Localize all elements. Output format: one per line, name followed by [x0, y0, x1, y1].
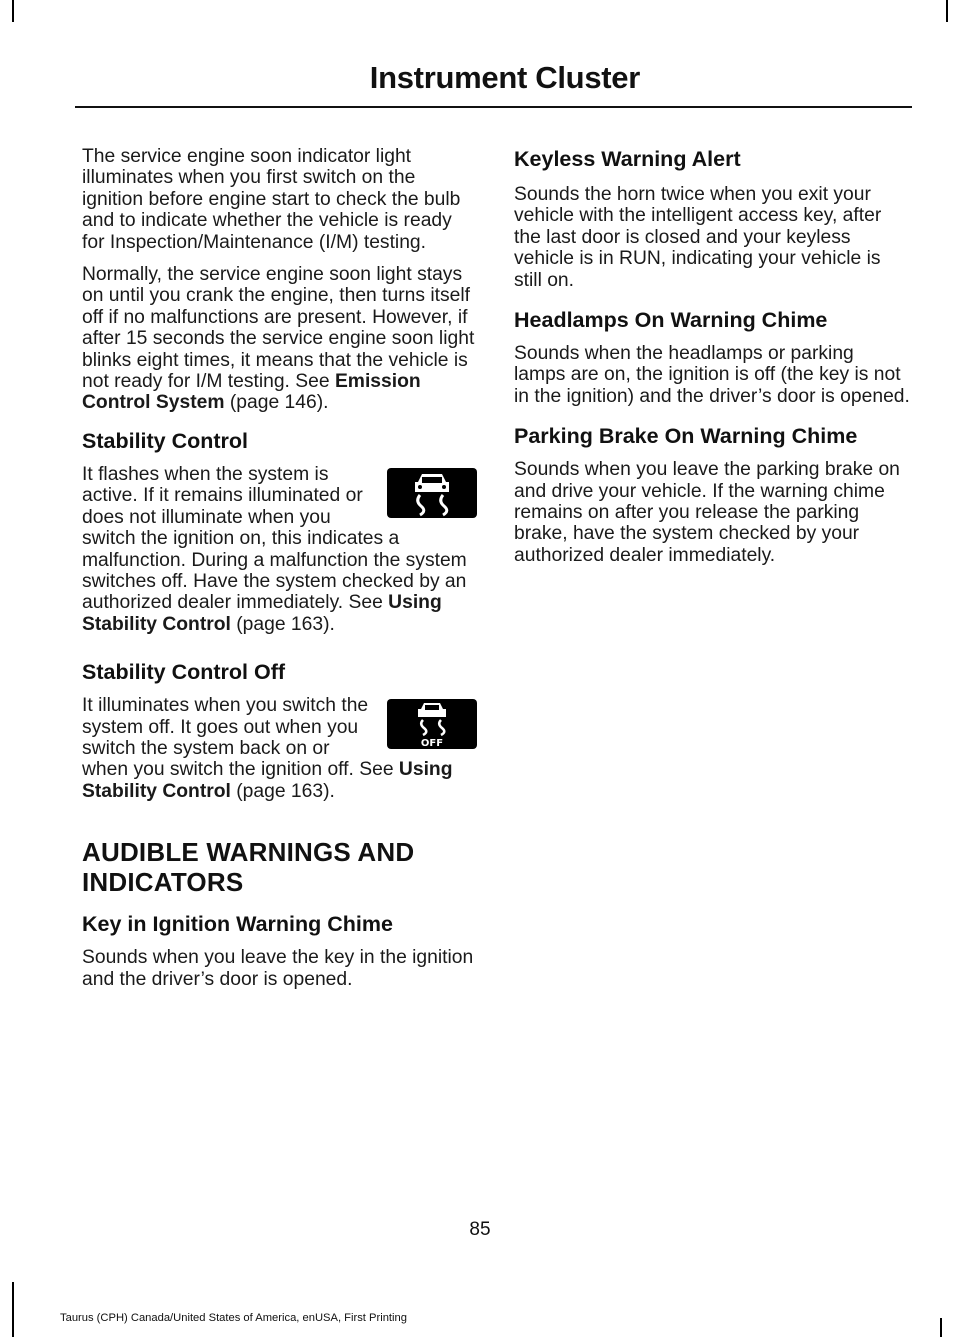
keyless-warning-heading: Keyless Warning Alert	[514, 147, 741, 171]
skidding-car-off-icon	[387, 699, 477, 749]
left-column	[82, 146, 477, 1001]
crop-mark-top-right	[946, 0, 948, 22]
page-title: Instrument Cluster	[369, 60, 640, 95]
emission-control-link[interactable]: Emission Control System	[82, 371, 421, 414]
audible-warnings-section-heading: AUDIBLE WARNINGS AND INDICATORS	[82, 837, 415, 898]
paragraph-text: Normally, the service engine soon light stays on until you crank the engine, then turns itself off if no malfunctions are present. However, if after 15 seconds the service engine soon light blinks eight times, it means that the vehicle is not ready for I/M testing. See	[82, 264, 475, 393]
paragraph-text: It flashes when the system is active. If it remains illuminated or does not illuminate when you switch the ignition on, this indicates a malfunction. During a malfunction the system switches off. Have the system checked by an authorized dealer immediately. See	[82, 463, 467, 614]
crop-mark-top-left	[12, 0, 14, 22]
crop-mark-bottom-right	[940, 1318, 942, 1337]
edition-footer: Taurus (CPH) Canada/United States of America, enUSA, First Printing	[60, 1312, 407, 1324]
parking-brake-warning-paragraph: Sounds when you leave the parking brake on and drive your vehicle. If the warning chime remains on after you release the parking brake, have the system checked by your authorized dealer immediately.	[514, 459, 900, 566]
crop-mark-bottom-left	[12, 1282, 14, 1337]
key-in-ignition-paragraph: Sounds when you leave the key in the ignition and the driver’s door is opened.	[82, 947, 474, 990]
headlamps-warning-paragraph: Sounds when the headlamps or parking lamps are on, the ignition is off (the key is not in the ignition) and the driver’s door is opened.	[514, 343, 910, 407]
skidding-car-icon	[387, 468, 477, 518]
headlamps-warning-heading: Headlamps On Warning Chime	[514, 308, 828, 333]
page-reference: (page 163).	[236, 780, 335, 802]
paragraph-text: It illuminates when you switch the system off. It goes out when you switch the system back on or when you switch the ignition off. See	[82, 695, 394, 781]
stability-control-off-indicator	[387, 699, 477, 749]
page-reference: (page 146).	[229, 392, 329, 414]
service-engine-paragraph-1: The service engine soon indicator light illuminates when you first switch on the ignition before engine start to check the bulb and to indicate whether the vehicle is ready for Inspection/Maintenance (I/M) testing.	[82, 146, 461, 253]
page-number: 85	[469, 1219, 491, 1240]
off-label: OFF	[420, 738, 444, 750]
header-divider	[75, 106, 912, 108]
stability-control-block	[82, 464, 477, 635]
stability-control-off-block	[82, 695, 477, 802]
using-stability-control-link[interactable]: Using Stability Control	[82, 592, 442, 635]
parking-brake-warning-heading: Parking Brake On Warning Chime	[514, 424, 858, 449]
service-engine-paragraph-2	[82, 264, 477, 414]
stability-control-off-heading: Stability Control Off	[82, 660, 286, 685]
stability-control-indicator	[387, 468, 477, 518]
using-stability-control-link[interactable]: Using Stability Control	[82, 759, 453, 802]
right-column	[514, 146, 910, 577]
key-in-ignition-heading: Key in Ignition Warning Chime	[82, 912, 393, 937]
page-reference: (page 163).	[236, 613, 335, 635]
keyless-warning-paragraph: Sounds the horn twice when you exit your vehicle with the intelligent access key, after the last door is closed and your keyless vehicle is in RUN, indicating your vehicle is still on.	[514, 184, 882, 291]
stability-control-heading: Stability Control	[82, 428, 249, 453]
